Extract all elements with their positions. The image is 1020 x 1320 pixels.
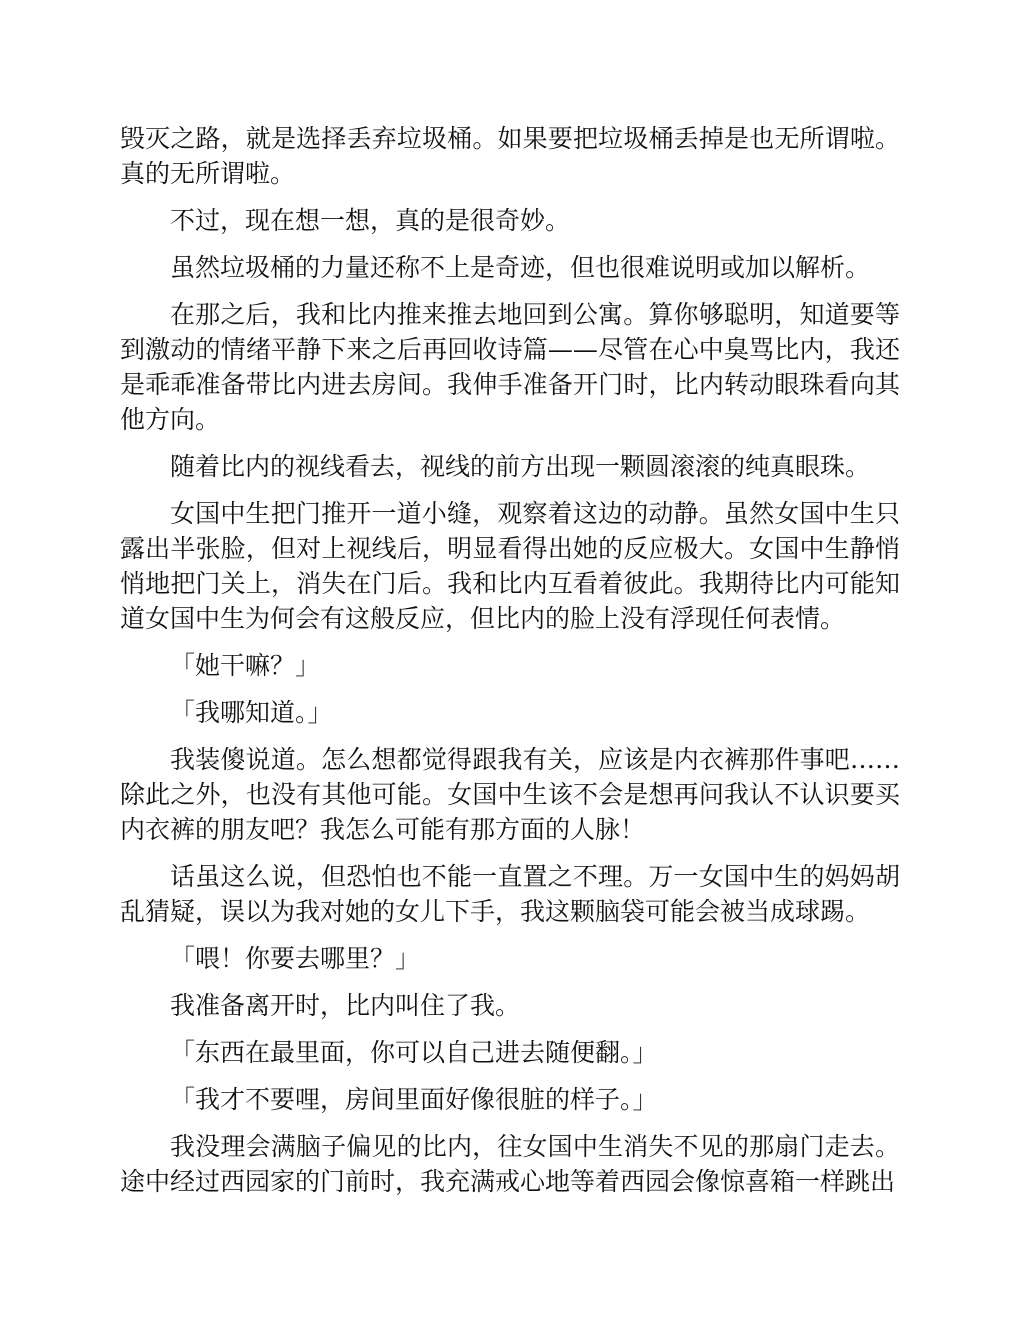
dialogue-line: 「喂！你要去哪里？」: [170, 944, 421, 973]
paragraph: 虽然垃圾桶的力量还称不上是奇迹，但也很难说明或加以解析。: [170, 253, 871, 282]
paragraph-continued: 毁灭之路，就是选择丢弃垃圾桶。如果要把垃圾桶丢掉是也无所谓啦。真的无所谓啦。: [120, 124, 900, 188]
paragraph: 在那之后，我和比内推来推去地回到公寓。算你够聪明，知道要等到激动的情绪平静下来之后再回收诗篇——尽管在心中臭骂比内，我还是乖乖准备带比内进去房间。我伸手准备开门时，比内转动眼珠看向其他方向。: [120, 300, 900, 434]
paragraph: 随着比内的视线看去，视线的前方出现一颗圆滚滚的纯真眼珠。: [170, 452, 871, 481]
document-page: [120, 121, 900, 1211]
dialogue-line: 「东西在最里面，你可以自己进去随便翻。」: [170, 1038, 658, 1067]
paragraph: 女国中生把门推开一道小缝，观察着这边的动静。虽然女国中生只露出半张脸，但对上视线后，明显看得出她的反应极大。女国中生静悄悄地把门关上，消失在门后。我和比内互看着彼此。我期待比内可能知道女国中生为何会有这般反应，但比内的脸上没有浮现任何表情。: [120, 499, 900, 633]
paragraph: 不过，现在想一想，真的是很奇妙。: [170, 206, 571, 235]
paragraph: 我准备离开时，比内叫住了我。: [170, 991, 521, 1020]
paragraph: 我没理会满脑子偏见的比内，往女国中生消失不见的那扇门走去。途中经过西园家的门前时，我充满戒心地等着西园会像惊喜箱一样跳出: [120, 1132, 900, 1196]
paragraph: 我装傻说道。怎么想都觉得跟我有关，应该是内衣裤那件事吧……除此之外，也没有其他可能。女国中生该不会是想再问我认不认识要买内衣裤的朋友吧？我怎么可能有那方面的人脉！: [120, 745, 900, 844]
dialogue-line: 「我哪知道。」: [170, 698, 333, 727]
paragraph: 话虽这么说，但恐怕也不能一直置之不理。万一女国中生的妈妈胡乱猜疑，误以为我对她的女儿下手，我这颗脑袋可能会被当成球踢。: [120, 862, 900, 926]
dialogue-line: 「她干嘛？」: [170, 651, 321, 680]
dialogue-line: 「我才不要哩，房间里面好像很脏的样子。」: [170, 1085, 658, 1114]
